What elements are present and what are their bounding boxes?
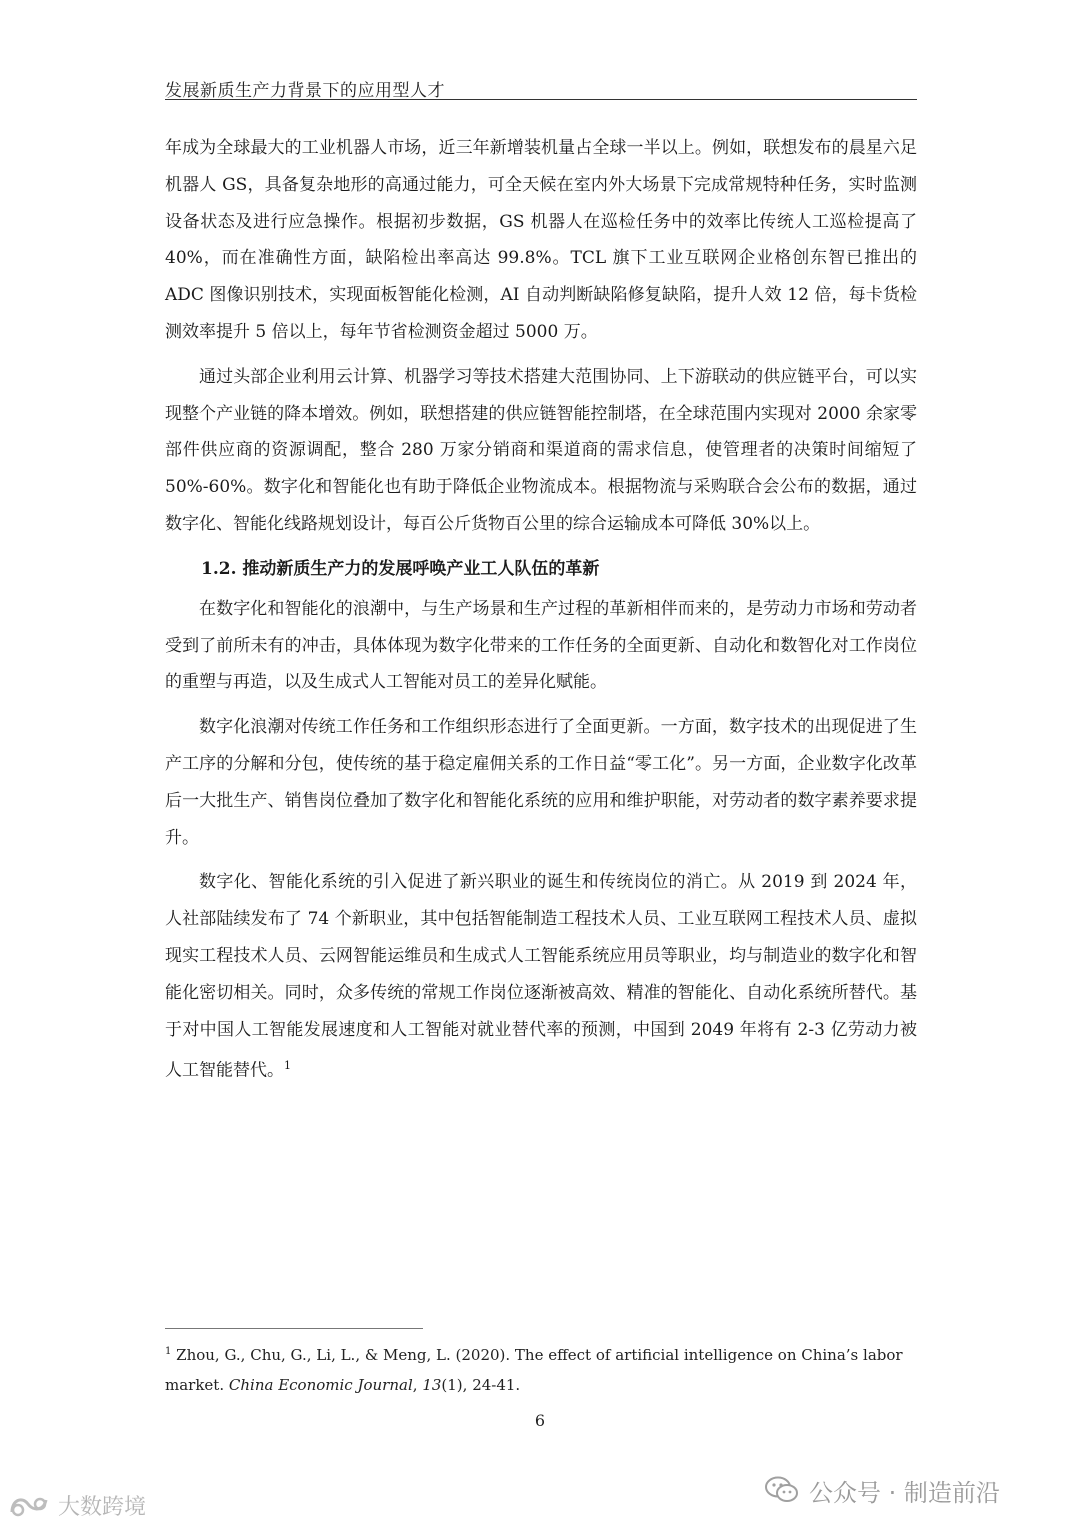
paragraph-5-text: 数字化、智能化系统的引入促进了新兴职业的诞生和传统岗位的消亡。从 2019 到 2024 年，人社部陆续发布了 74 个新职业，其中包括智能制造工程技术人员、工业互联网工程技术人员、虚拟现实工程技术人员、云网智能运维员和生成式人工智能系统应用员等职业，均与制造业的数字化和智能化密切相关。同时，众多传统的常规工作岗位逐渐被高效、精准的智能化、自动化系统所替代。基于对中国人工智能发展速度和人工智能对就业替代率的预测，中国到 2049 年将有 2-3 亿劳动力被人工智能替代。 [165, 872, 917, 1081]
watermark-wechat [765, 1470, 1065, 1510]
footnote-volume: 13 [422, 1376, 442, 1394]
paragraph-3: 在数字化和智能化的浪潮中，与生产场景和生产过程的革新相伴而来的，是劳动力市场和劳动者受到了前所未有的冲击，具体体现为数字化带来的工作任务的全面更新、自动化和数智化对工作岗位的重塑与再造，以及生成式人工智能对员工的差异化赋能。 [165, 598, 917, 693]
footnote-rule [165, 1328, 423, 1329]
section-heading-1-2: 1.2. 推动新质生产力的发展呼唤产业工人队伍的革新 [201, 558, 600, 579]
running-header: 发展新质生产力背景下的应用型人才 [165, 81, 445, 101]
wechat-icon [765, 1476, 799, 1504]
watermark-left-text: 大数跨境 [58, 1494, 147, 1520]
body-text [165, 130, 917, 1098]
page-number: 6 [534, 1411, 546, 1430]
watermark-brand [8, 1488, 146, 1522]
footnote-text: Zhou, G., Chu, G., Li, L., & Meng, L. (2020). The effect of artificial intelligence on China’s labor market. [165, 1346, 903, 1394]
footnote-journal: China Economic Journal [228, 1376, 413, 1394]
brand-logo-icon [8, 1490, 52, 1520]
paragraph-1: 年成为全球最大的工业机器人市场，近三年新增装机量占全球一半以上。例如，联想发布的晨星六足机器人 GS，具备复杂地形的高通过能力，可全天候在室内外大场景下完成常规特种任务，实时监测设备状态及进行应急操作。根据初步数据，GS 机器人在巡检任务中的效率比传统人工巡检提高了 40%，而在准确性方面，缺陷检出率高达 99.8%。TCL 旗下工业互联网企业格创东智已推出的 ADC 图像识别技术，实现面板智能化检测，AI 自动判断缺陷修复缺陷，提升人效 12 倍，每卡货检测效率提升 5 倍以上，每年节省检测资金超过 5000 万。 [165, 138, 917, 342]
footnote-comma: , [412, 1376, 418, 1394]
footnote-issue-pages: (1), 24-41. [441, 1376, 521, 1394]
paragraph-5 [165, 864, 917, 1089]
footnote-ref[interactable]: 1 [284, 1059, 291, 1073]
footnote [165, 1337, 917, 1400]
paragraph-2: 通过头部企业利用云计算、机器学习等技术搭建大范围协同、上下游联动的供应链平台，可以实现整个产业链的降本增效。例如，联想搭建的供应链智能控制塔，在全球范围内实现对 2000 余家零部件供应商的资源调配，整合 280 万家分销商和渠道商的需求信息，使管理者的决策时间缩短了 50%-60%。数字化和智能化也有助于降低企业物流成本。根据物流与采购联合会公布的数据，通过数字化、智能化线路规划设计，每百公斤货物百公里的综合运输成本可降低 30%以上。 [165, 366, 917, 534]
watermark-right-text: 公众号 · 制造前沿 [809, 1478, 1000, 1507]
footnote-marker: 1 [165, 1346, 172, 1357]
header-rule [165, 99, 917, 100]
paragraph-4: 数字化浪潮对传统工作任务和工作组织形态进行了全面更新。一方面，数字技术的出现促进了生产工序的分解和分包，使传统的基于稳定雇佣关系的工作日益“零工化”。另一方面，企业数字化改革后一大批生产、销售岗位叠加了数字化和智能化系统的应用和维护职能，对劳动者的数字素养要求提升。 [165, 717, 917, 848]
